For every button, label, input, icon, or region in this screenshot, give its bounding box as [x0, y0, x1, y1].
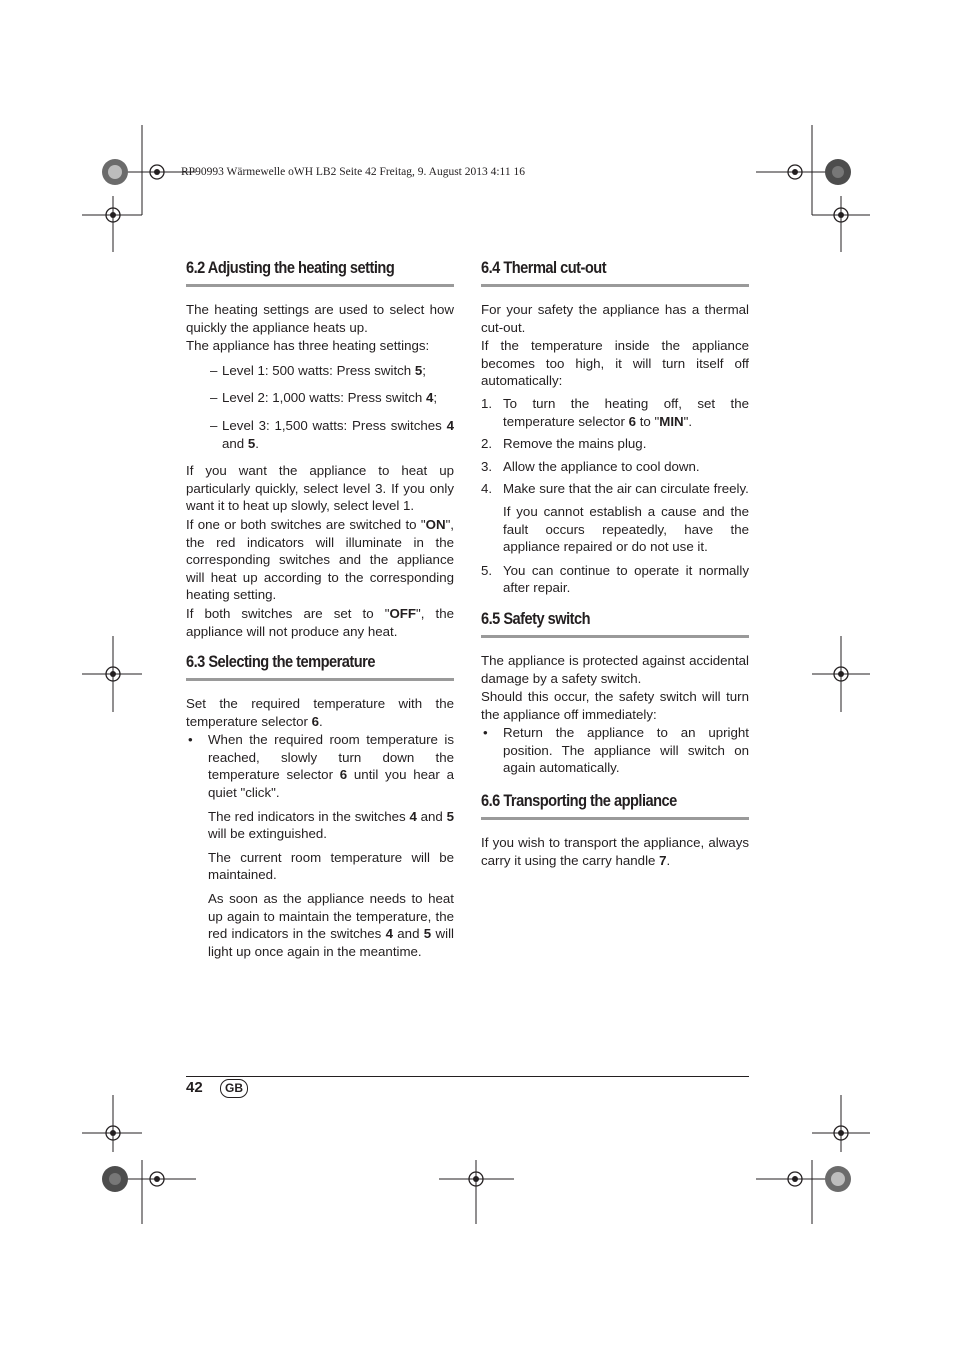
paragraph: If you wish to transport the appliance, always carry it using the carry handle 7.	[481, 835, 749, 868]
section-6-2-title: 6.2 Adjusting the heating setting	[186, 258, 395, 277]
section-6-6-title: 6.6 Transporting the appliance	[481, 791, 677, 811]
paragraph: For your safety the appliance has a thermal cut-out.	[481, 302, 749, 335]
indented-paragraph: As soon as the appliance needs to heat up again to maintain the temperature, the red indicators in the switches 4 and 5 will light up once again in the meantime.	[208, 891, 454, 959]
paragraph: Should this occur, the safety switch will turn the appliance off immediately:	[481, 689, 749, 722]
page-number: 42	[186, 1079, 203, 1096]
paragraph: If one or both switches are switched to "ON", the red indicators will illuminate in the corresponding switches and the appliance will heat up according to the corresponding heating setting.	[186, 516, 454, 603]
bullet-item: • Return the appliance to an upright position. The appliance will switch on again automatically.	[483, 725, 749, 776]
country-badge: GB	[220, 1079, 248, 1098]
section-rule	[186, 678, 454, 681]
indented-paragraph: If you cannot establish a cause and the fault occurs repeatedly, have the appliance repaired or do not use it.	[503, 503, 749, 555]
step-item: 1. To turn the heating off, set the temperature selector 6 to "MIN".	[481, 395, 749, 429]
paragraph: If you want the appliance to heat up particularly quickly, select level 3. If you only want it to heat up slowly, select level 1.	[186, 463, 454, 514]
bullet-item: • When the required room temperature is reached, slowly turn down the temperature selector 6 until you hear a quiet "click".	[188, 732, 454, 801]
list-item: – Level 1: 500 watts: Press switch 5;	[210, 362, 426, 378]
section-6-3-title: 6.3 Selecting the temperature	[186, 652, 375, 672]
paragraph: Set the required temperature with the temperature selector 6.	[186, 696, 454, 729]
section-6-5-title: 6.5 Safety switch	[481, 608, 591, 628]
paragraph: The appliance is protected against accidental damage by a safety switch.	[481, 652, 749, 686]
paragraph: The appliance has three heating settings:	[186, 338, 430, 354]
section-rule	[481, 284, 749, 287]
paragraph: If the temperature inside the appliance becomes too high, it will turn itself off automatically:	[481, 338, 749, 389]
section-rule	[481, 635, 749, 638]
indented-paragraph: The current room temperature will be maintained.	[208, 849, 454, 883]
step-item: 5. You can continue to operate it normally after repair.	[481, 562, 749, 596]
print-slug: RP90993 Wärmewelle oWH LB2 Seite 42 Freitag, 9. August 2013 4:11 16	[181, 166, 526, 178]
left-column	[186, 258, 454, 966]
indented-paragraph: The red indicators in the switches 4 and 5 will be extinguished.	[208, 808, 454, 842]
step-item: 2. Remove the mains plug.	[481, 436, 647, 452]
footer-rule	[186, 1076, 749, 1077]
section-rule	[186, 284, 454, 287]
list-item: – Level 3: 1,500 watts: Press switches 4 and 5.	[210, 417, 454, 451]
section-6-4-title: 6.4 Thermal cut-out	[481, 258, 607, 277]
list-item: – Level 2: 1,000 watts: Press switch 4;	[210, 390, 438, 406]
step-item: 4. Make sure that the air can circulate freely.	[481, 481, 749, 497]
right-column	[481, 258, 749, 870]
step-item: 3. Allow the appliance to cool down.	[481, 458, 700, 474]
section-rule	[481, 817, 749, 820]
paragraph: The heating settings are used to select how quickly the appliance heats up.	[186, 302, 454, 335]
paragraph: If both switches are set to "OFF", the appliance will not produce any heat.	[186, 605, 454, 639]
